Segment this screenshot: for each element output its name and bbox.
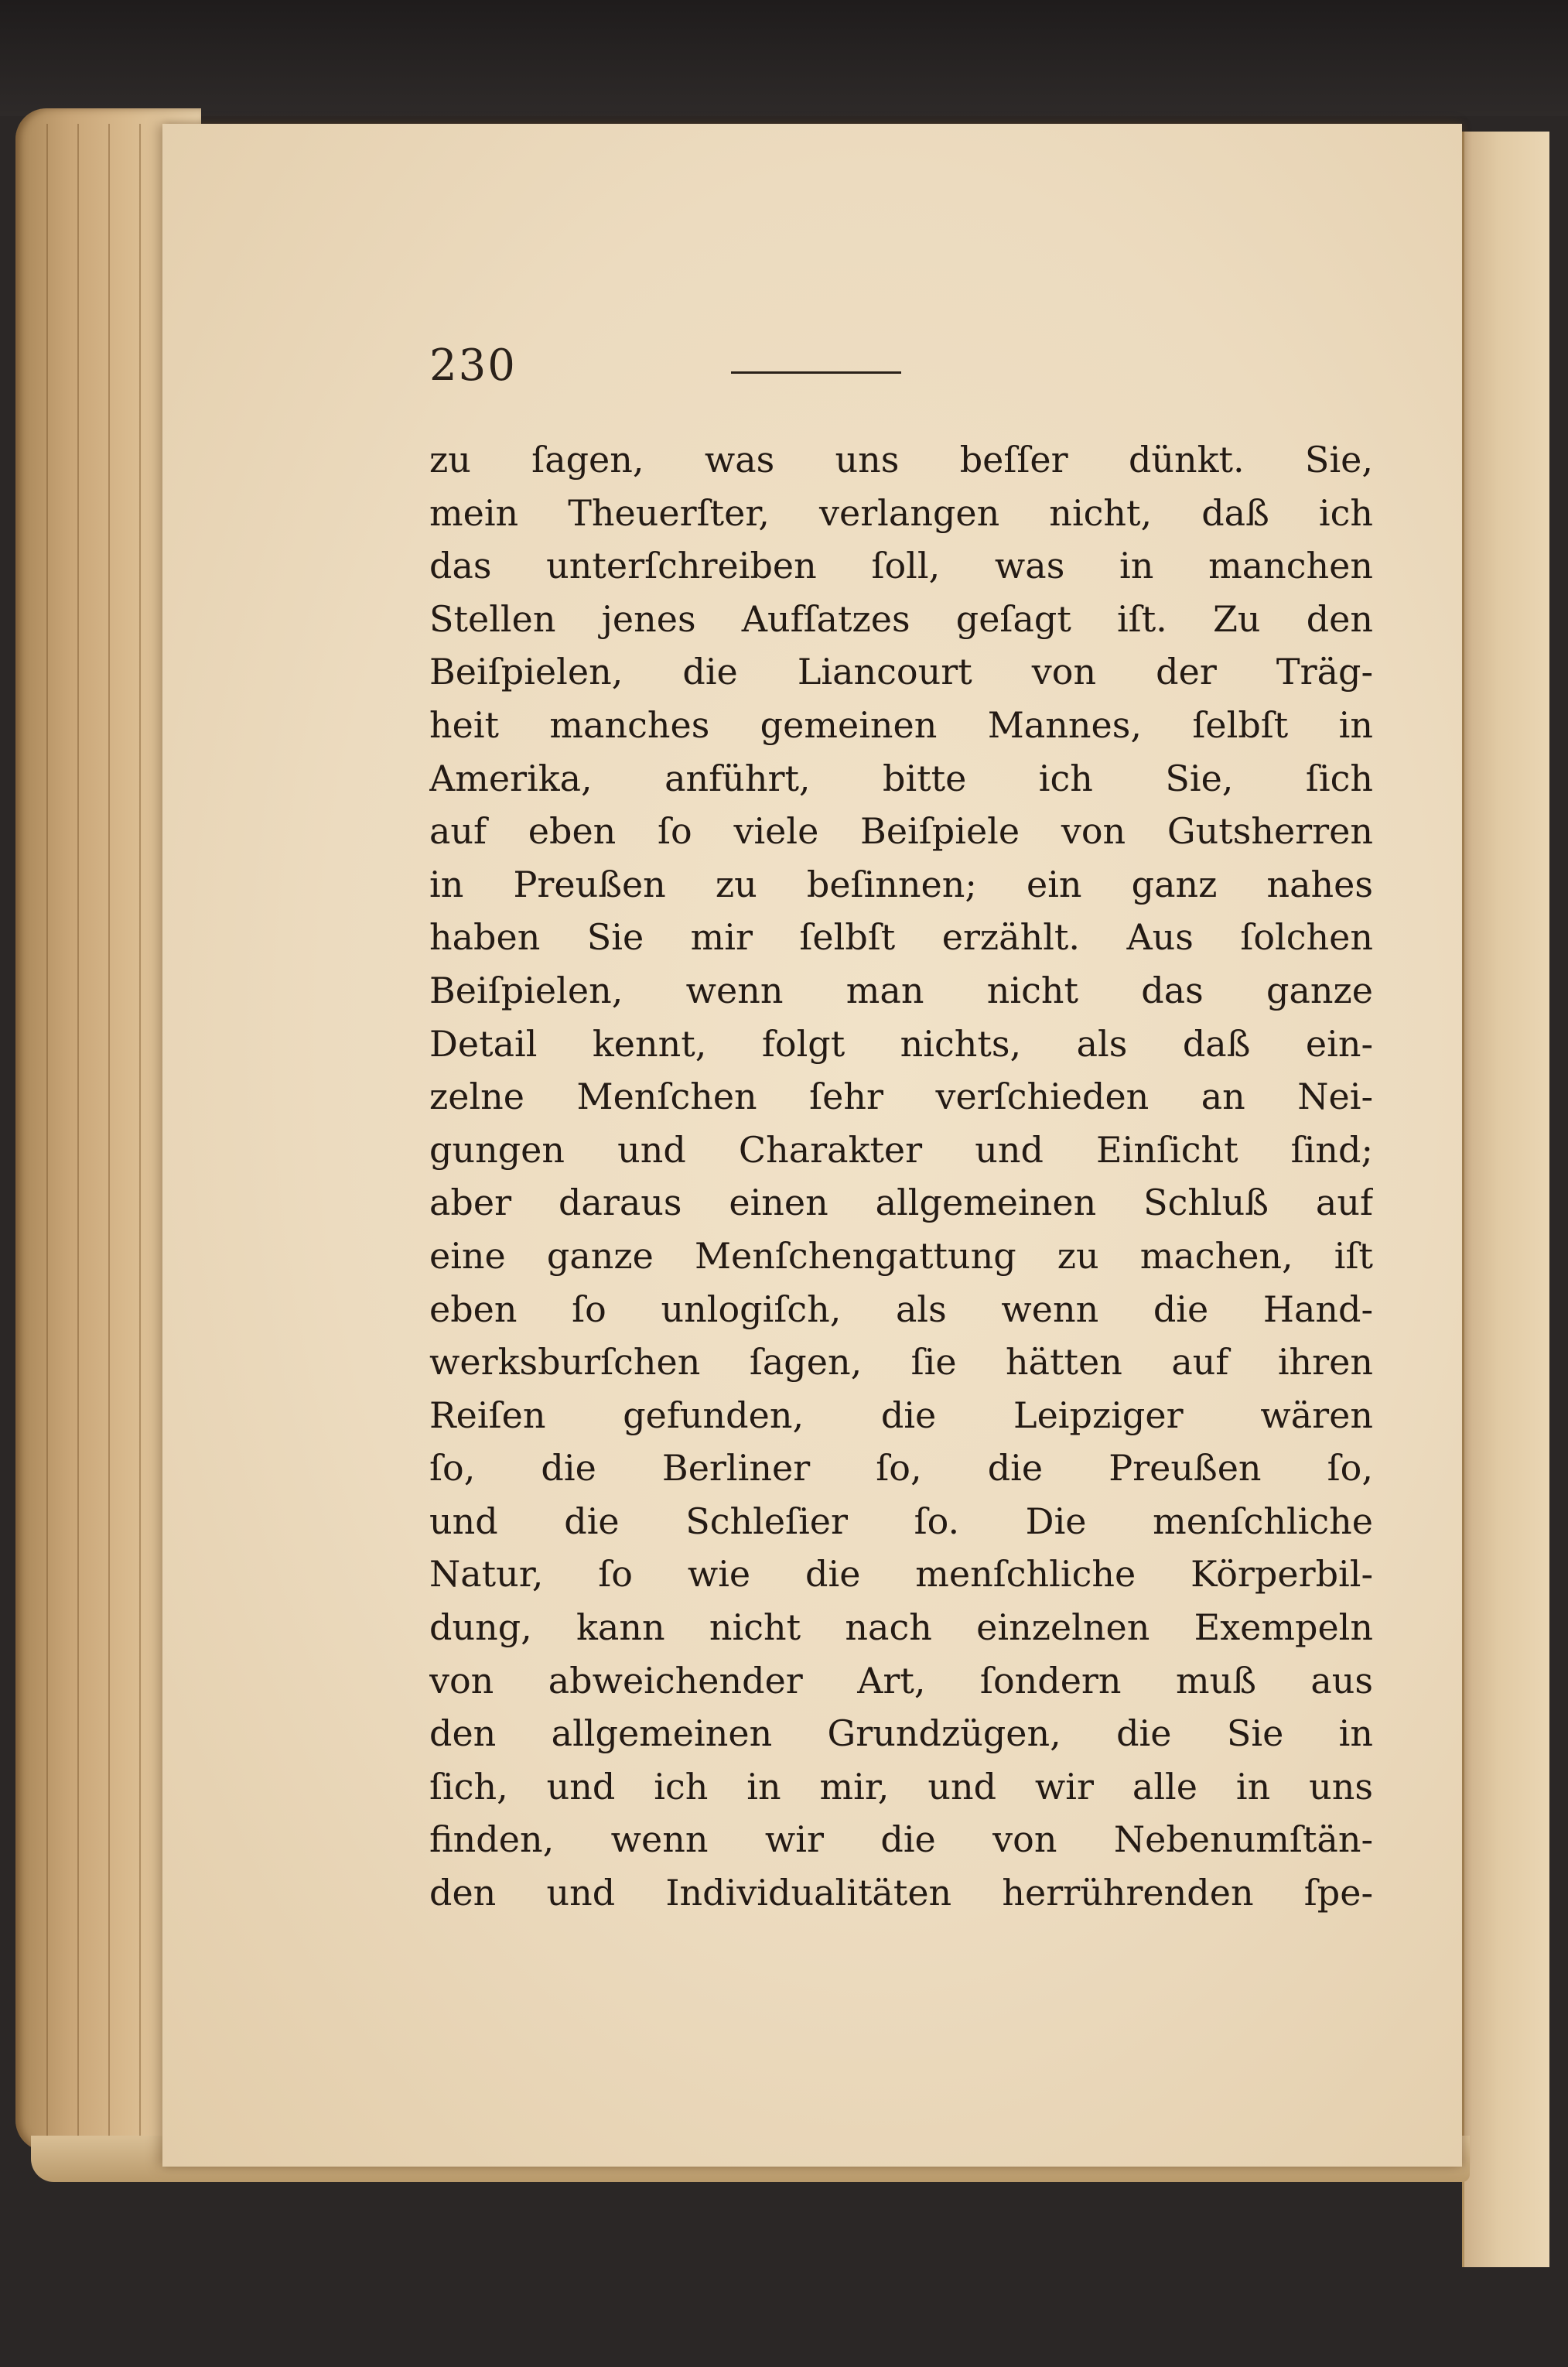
- page-header: [429, 340, 1373, 402]
- text-line: heit manches gemeinen Mannes, ſelbſt in: [429, 703, 1373, 746]
- page-edge-line: [46, 124, 48, 2136]
- text-line: werksburſchen ſagen, ſie hätten auf ihren: [429, 1341, 1373, 1384]
- text-line: ſich, und ich in mir, und wir alle in uns: [429, 1765, 1373, 1808]
- dark-backdrop: [0, 0, 1568, 116]
- text-line: eine ganze Menſchengattung zu machen, iſt: [429, 1234, 1373, 1277]
- text-line: Beiſpielen, die Liancourt von der Träg-: [429, 651, 1373, 693]
- page-edge-line: [108, 124, 110, 2136]
- text-line: ſo, die Berliner ſo, die Preußen ſo,: [429, 1447, 1373, 1490]
- page-number: 230: [429, 340, 517, 391]
- text-line: eben ſo unlogiſch, als wenn die Hand-: [429, 1288, 1373, 1330]
- page-edge-line: [77, 124, 79, 2136]
- text-line: haben Sie mir ſelbſt erzählt. Aus ſolchen: [429, 916, 1373, 959]
- text-line: den und Individualitäten herrührenden ſpe-: [429, 1872, 1373, 1914]
- text-line: das unterſchreiben ſoll, was in manchen: [429, 545, 1373, 587]
- text-line: Stellen jenes Aufſatzes geſagt iſt. Zu den: [429, 597, 1373, 640]
- text-line: Amerika, anführt, bitte ich Sie, ſich: [429, 757, 1373, 799]
- text-line: von abweichender Art, ſondern muß aus: [429, 1659, 1373, 1702]
- page-edge-line: [139, 124, 141, 2136]
- text-line: Detail kennt, folgt nichts, als daß ein-: [429, 1022, 1373, 1065]
- text-line: Natur, ſo wie die menſchliche Körperbil-: [429, 1553, 1373, 1596]
- text-line: finden, wenn wir die von Nebenumſtän-: [429, 1818, 1373, 1861]
- text-line: in Preußen zu beſinnen; ein ganz nahes: [429, 863, 1373, 905]
- text-line: gungen und Charakter und Einſicht ſind;: [429, 1128, 1373, 1171]
- text-line: mein Theuerſter, verlangen nicht, daß ich: [429, 491, 1373, 534]
- header-rule: [731, 371, 901, 374]
- text-line: zelne Menſchen ſehr verſchieden an Nei-: [429, 1076, 1373, 1118]
- body-text: [429, 433, 1373, 1920]
- text-line: dung, kann nicht nach einzelnen Exempeln: [429, 1606, 1373, 1649]
- text-line: Beiſpielen, wenn man nicht das ganze: [429, 969, 1373, 1011]
- text-line: und die Schleſier ſo. Die menſchliche: [429, 1500, 1373, 1542]
- text-line: auf eben ſo viele Beiſpiele von Gutsherren: [429, 810, 1373, 853]
- facing-page-edge: [1462, 132, 1549, 2267]
- text-line: aber daraus einen allgemeinen Schluß auf: [429, 1182, 1373, 1224]
- text-line: Reiſen gefunden, die Leipziger wären: [429, 1394, 1373, 1436]
- text-line: zu ſagen, was uns beſſer dünkt. Sie,: [429, 439, 1373, 481]
- text-line: den allgemeinen Grundzügen, die Sie in: [429, 1712, 1373, 1755]
